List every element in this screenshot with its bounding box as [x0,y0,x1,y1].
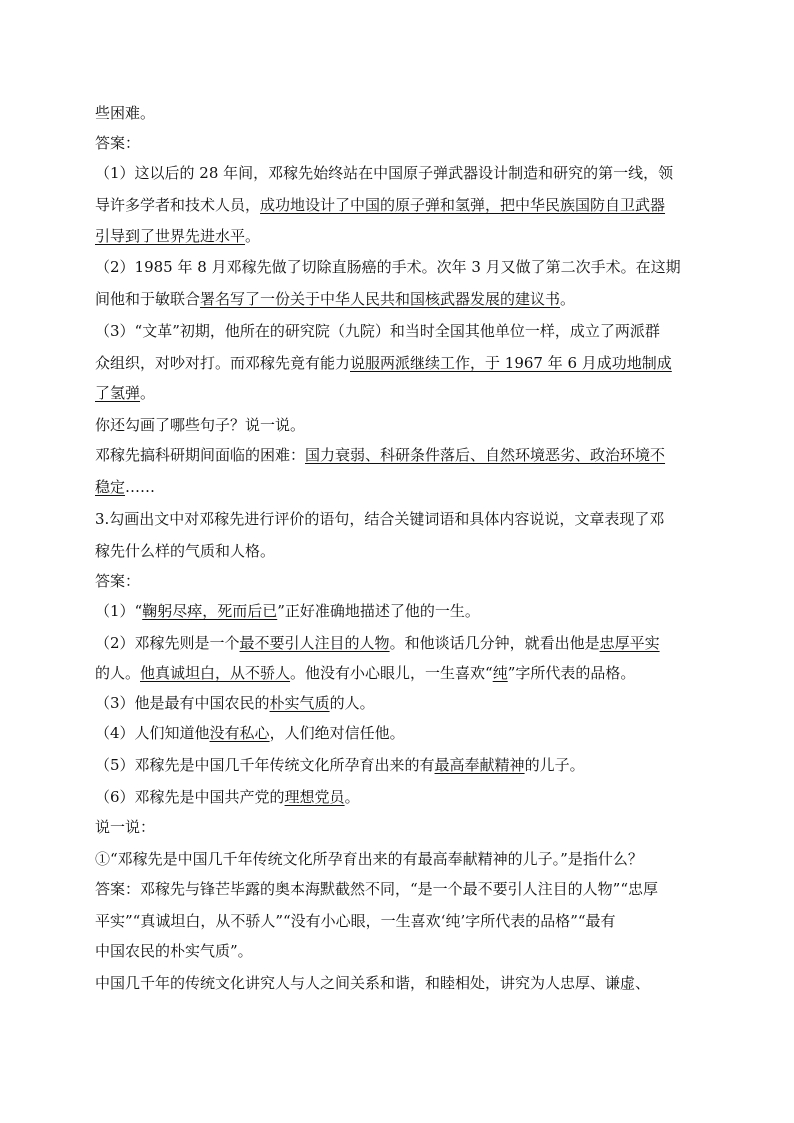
text-segment: （6）邓稼先是中国共产党的 [95,788,285,806]
text-segment: 你还勾画了哪些句子？说一说。 [95,416,306,434]
text-line [95,103,705,123]
text-segment: 答案： [95,134,141,152]
text-segment: 。 [140,384,156,402]
text-line [95,601,705,621]
underlined-text: 最不要引人注目的人物 [239,634,390,652]
text-line [95,723,705,743]
text-segment: 平实”“真诚坦白，从不骄人”“没有小心眼，一生喜欢‘纯’字所代表的品格”“最有 [95,912,616,930]
text-segment: 中国几千年的传统文化讲究人与人之间关系和谐，和睦相处，讲究为人忠厚、谦虚、 [95,974,651,992]
text-segment: 稼先什么样的气质和人格。 [95,542,276,560]
text-line [95,879,705,899]
text-line [95,571,705,591]
text-segment: ①“邓稼先是中国几千年传统文化所孕育出来的有最高奉献精神的儿子。”是指什么？ [95,850,643,868]
text-line [95,257,705,277]
underlined-text: 他真诚坦白，从不骄人 [140,664,291,682]
text-line [95,633,705,653]
underlined-text: 没有私心 [209,724,270,742]
text-segment: 。和他谈话几分钟，就看出他是 [389,634,600,652]
text-segment: 些困难。 [95,104,156,122]
text-line [95,817,705,837]
text-line [95,133,705,153]
text-line [95,849,705,869]
underlined-text: 成功地设计了中国的原子弹和氢弹，把中华民族国防自卫武器 [260,196,666,214]
text-segment: 的儿子。 [524,756,585,774]
text-segment: ”字所代表的品格。 [507,664,636,682]
underlined-text: 署名写了一份关于中华人民共和国核武器发展的建议书 [200,290,561,308]
text-segment: 。他没有小心眼儿，一生喜欢“ [290,664,493,682]
text-line [95,541,705,561]
text-line [95,911,705,931]
text-segment: 导许多学者和技术人员， [95,196,261,214]
text-segment: （2）邓稼先则是一个 [95,634,240,652]
text-segment: （4）人们知道他 [95,724,210,742]
text-segment: 。 [245,227,261,245]
text-segment: 中国农民的朴实气质”。 [95,942,253,960]
text-line [95,477,705,497]
underlined-text: 稳定 [95,478,126,496]
text-segment: 3.勾画出文中对邓稼先进行评价的语句，结合关键词语和具体内容说说，文章表现了邓 [95,510,665,528]
text-line [95,663,705,683]
text-line [95,445,705,465]
text-line [95,941,705,961]
text-segment: （3）他是最有中国农民的 [95,694,270,712]
text-segment: （5）邓稼先是中国几千年传统文化所孕育出来的有 [95,756,435,774]
text-segment: 间他和于敏联合 [95,290,201,308]
text-segment: 。 [344,788,360,806]
text-line [95,755,705,775]
text-line [95,383,705,403]
underlined-text: 引导到了世界先进水平 [95,227,246,245]
text-segment: 的人。 [95,664,141,682]
text-segment: 的人。 [329,694,375,712]
text-line [95,693,705,713]
text-line [95,787,705,807]
text-line [95,415,705,435]
underlined-text: 说服两派继续工作，于 1967 年 6 月成功地制成 [350,354,672,372]
text-segment: 答案：邓稼先与锋芒毕露的奥本海默截然不同，“是一个最不要引人注目的人物”“忠厚 [95,880,659,898]
text-line [95,226,705,246]
text-line [95,509,705,529]
underlined-text: 朴实气质 [269,694,330,712]
text-line [95,163,705,183]
underlined-text: 最高奉献精神 [434,756,525,774]
underlined-text: 纯 [492,664,508,682]
text-line [95,321,705,341]
text-segment: 说一说： [95,818,156,836]
text-line [95,353,705,373]
text-segment: 邓稼先搞科研期间面临的困难： [95,446,306,464]
underlined-text: 忠厚平实 [599,634,660,652]
underlined-text: 国力衰弱、科研条件落后、自然环境恶劣、政治环境不 [305,446,666,464]
underlined-text: 了氢弹 [95,384,141,402]
text-segment: （1）这以后的 28 年间，邓稼先始终站在中国原子弹武器设计制造和研究的第一线，领 [95,164,674,182]
text-segment: 。 [560,290,576,308]
text-segment: ”正好准确地描述了他的一生。 [277,602,480,620]
text-segment: …… [125,478,156,496]
text-segment: （2）1985 年 8 月邓稼先做了切除直肠癌的手术。次年 3 月又做了第二次手术。在这期 [95,258,681,276]
text-segment: 众组织，对吵对打。而邓稼先竟有能力 [95,354,351,372]
text-segment: （1）“ [95,602,143,620]
text-line [95,289,705,309]
text-segment: 答案： [95,572,141,590]
text-segment: （3）“文革”初期，他所在的研究院（九院）和当时全国其他单位一样，成立了两派群 [95,322,660,340]
underlined-text: 理想党员 [284,788,345,806]
text-line [95,195,705,215]
underlined-text: 鞠躬尽瘁，死而后已 [142,602,278,620]
text-line [95,973,705,993]
text-segment: ，人们绝对信任他。 [269,724,405,742]
